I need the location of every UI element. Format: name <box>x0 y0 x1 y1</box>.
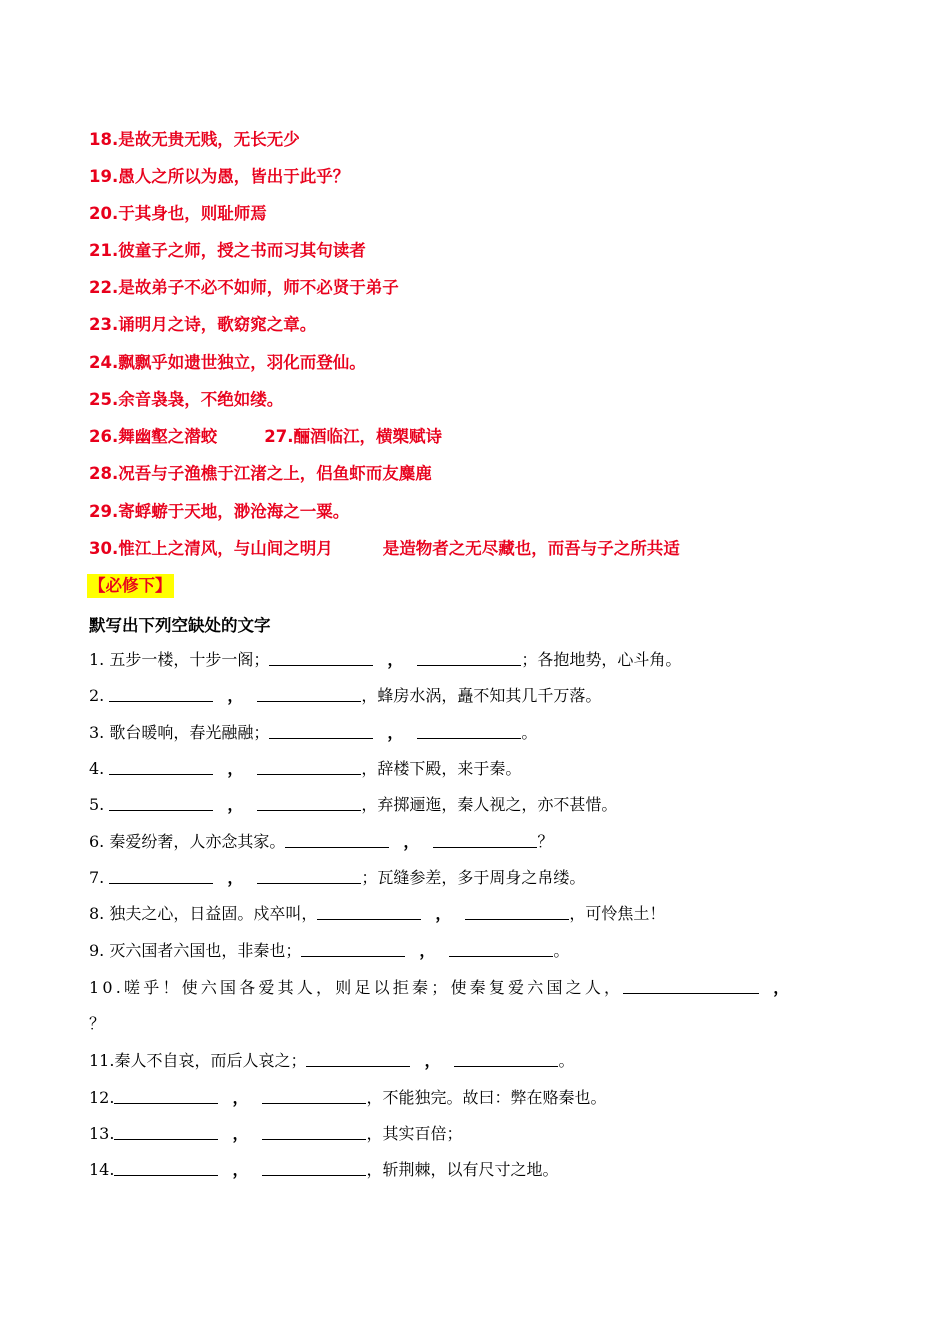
blank[interactable] <box>306 1050 410 1067</box>
instruction: 默写出下列空缺处的文字 <box>89 616 271 635</box>
blank[interactable] <box>433 831 537 848</box>
answer-20: 20.于其身也，则耻师焉 <box>89 204 267 223</box>
blank[interactable] <box>269 649 373 666</box>
blank[interactable] <box>417 722 521 739</box>
question-4: 4. ， ，辞楼下殿，来于秦。 <box>89 759 522 778</box>
blank[interactable] <box>257 794 361 811</box>
answer-19: 19.愚人之所以为愚，皆出于此乎？ <box>89 167 350 186</box>
question-2: 2. ， ，蜂房水涡，矗不知其几千万落。 <box>89 686 602 705</box>
blank[interactable] <box>623 977 759 994</box>
answer-22: 22.是故弟子不必不如师，师不必贤于弟子 <box>89 278 399 297</box>
blank[interactable] <box>317 903 421 920</box>
blank[interactable] <box>454 1050 558 1067</box>
blank[interactable] <box>114 1123 218 1140</box>
blank[interactable] <box>269 722 373 739</box>
question-11: 11.秦人不自哀，而后人哀之； ， 。 <box>89 1051 575 1070</box>
answer-18: 18.是故无贵无贱，无长无少 <box>89 130 300 149</box>
answer-25: 25.余音袅袅，不绝如缕。 <box>89 390 284 409</box>
blank[interactable] <box>262 1159 366 1176</box>
blank[interactable] <box>465 903 569 920</box>
question-13: 13. ， ，其实百倍； <box>89 1124 463 1143</box>
answer-30: 30.惟江上之清风，与山间之明月 是造物者之无尽藏也，而吾与子之所共适 <box>89 539 680 558</box>
blank[interactable] <box>417 649 521 666</box>
question-5: 5. ， ，弃掷逦迤，秦人视之，亦不甚惜。 <box>89 795 618 814</box>
blank[interactable] <box>257 867 361 884</box>
question-7: 7. ， ；瓦缝参差，多于周身之帛缕。 <box>89 868 586 887</box>
blank[interactable] <box>301 940 405 957</box>
blank[interactable] <box>285 831 389 848</box>
answer-28: 28.况吾与子渔樵于江渚之上，侣鱼虾而友麋鹿 <box>89 464 432 483</box>
answer-26-27: 26.舞幽壑之潜蛟 27.酾酒临江，横槊赋诗 <box>89 427 442 446</box>
question-8: 8. 独夫之心，日益固。戍卒叫， ， ，可怜焦土！ <box>89 904 666 923</box>
blank[interactable] <box>109 685 213 702</box>
blank[interactable] <box>257 758 361 775</box>
answer-23: 23.诵明月之诗，歌窈窕之章。 <box>89 315 317 334</box>
blank[interactable] <box>109 758 213 775</box>
blank[interactable] <box>262 1087 366 1104</box>
question-3: 3. 歌台暖响，春光融融； ， 。 <box>89 723 538 742</box>
question-6: 6. 秦爱纷奢，人亦念其家。 ， ？ <box>89 832 554 851</box>
question-10: 10.嗟乎！使六国各爱其人，则足以拒秦；使秦复爱六国之人， ， <box>89 978 793 997</box>
question-14: 14. ， ，斩荆棘，以有尺寸之地。 <box>89 1160 559 1179</box>
answer-24: 24.飘飘乎如遗世独立，羽化而登仙。 <box>89 353 366 372</box>
answer-21: 21.彼童子之师，授之书而习其句读者 <box>89 241 366 260</box>
question-12: 12. ， ，不能独完。故曰：弊在赂秦也。 <box>89 1088 607 1107</box>
section-tag: 【必修下】 <box>87 574 174 598</box>
blank[interactable] <box>114 1159 218 1176</box>
blank[interactable] <box>262 1123 366 1140</box>
blank[interactable] <box>114 1087 218 1104</box>
question-10-tail: ？ <box>89 1014 106 1033</box>
blank[interactable] <box>109 867 213 884</box>
blank[interactable] <box>449 940 553 957</box>
question-1: 1. 五步一楼，十步一阁； ， ；各抱地势，心斗角。 <box>89 650 682 669</box>
answer-29: 29.寄蜉蝣于天地，渺沧海之一粟。 <box>89 502 350 521</box>
blank[interactable] <box>109 794 213 811</box>
question-9: 9. 灭六国者六国也，非秦也； ， 。 <box>89 941 570 960</box>
blank[interactable] <box>257 685 361 702</box>
